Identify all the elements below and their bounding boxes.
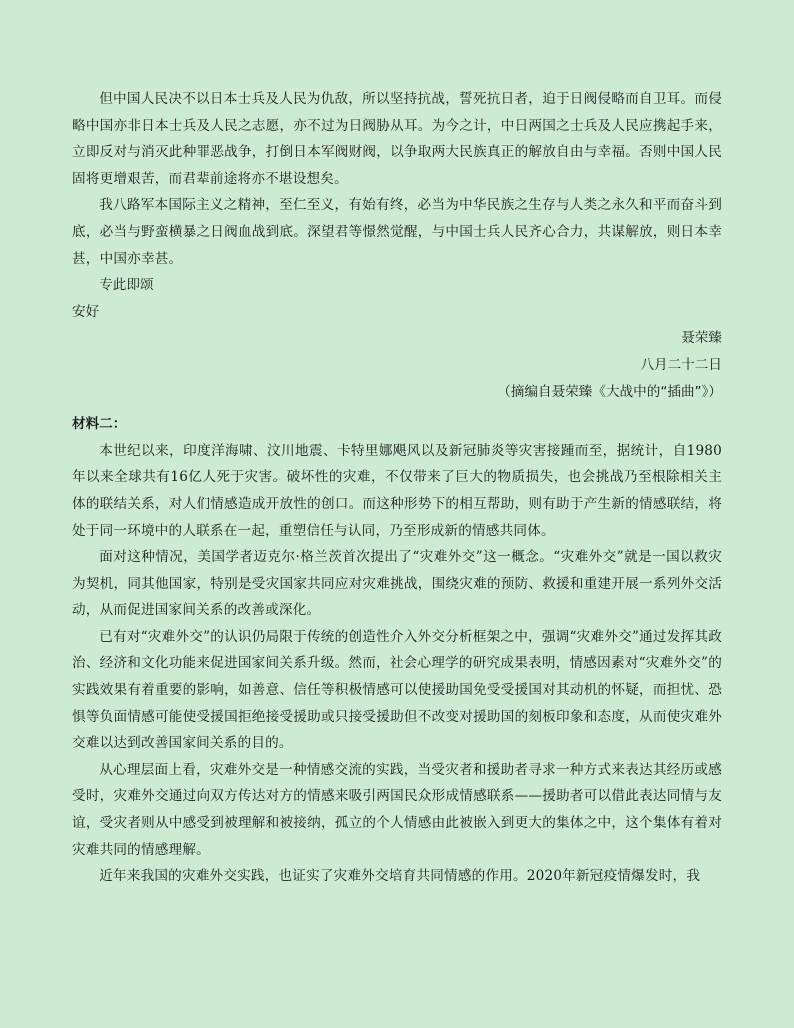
letter-paragraph-2: 我八路军本国际主义之精神，至仁至义，有始有终，必当为中华民族之生存与人类之永久和平而奋斗到底，必当与野蛮横暴之日阀血战到底。深望君等憬然觉醒，与中国士兵人民齐心合力，共谋解放，则日本幸甚，中国亦幸甚。	[72, 197, 722, 267]
letter-source: （摘编自聂荣臻《大战中的“插曲”》）	[497, 383, 722, 400]
document-page	[72, 86, 722, 890]
letter-greeting: 安好	[72, 303, 100, 320]
material2-paragraph-5: 近年来我国的灾难外交实践，也证实了灾难外交培育共同情感的作用。2020年新冠疫情爆发时，我	[99, 868, 701, 885]
material2-heading: 材料二：	[72, 416, 127, 433]
material2-paragraph-1: 本世纪以来，印度洋海啸、汶川地震、卡特里娜飓风以及新冠肺炎等灾害接踵而至，据统计，自1980年以来全球共有16亿人死于灾害。破坏性的灾难，不仅带来了巨大的物质损失，也会挑战乃至根除相关主体的联结关系，对人们情感造成开放性的创口。而这种形势下的相互帮助，则有助于产生新的情感联结，将处于同一环境中的人联系在一起，重塑信任与认同，乃至形成新的情感共同体。	[72, 442, 722, 539]
material2-paragraph-2: 面对这种情况，美国学者迈克尔·格兰茨首次提出了“灾难外交”这一概念。“灾难外交”就是一国以救灾为契机，同其他国家，特别是受灾国家共同应对灾难挑战，围绕灾难的预防、救援和重建开展一系列外交活动，从而促进国家间关系的改善或深化。	[72, 549, 722, 619]
material2-paragraph-4: 从心理层面上看，灾难外交是一种情感交流的实践，当受灾者和援助者寻求一种方式来表达其经历或感受时，灾难外交通过向双方传达对方的情感来吸引两国民众形成情感联系——援助者可以借此表达同情与友谊，受灾者则从中感受到被理解和被接纳，孤立的个人情感由此被嵌入到更大的集体之中，这个集体有着对灾难共同的情感理解。	[72, 761, 722, 858]
letter-signature: 聂荣臻	[681, 330, 722, 347]
letter-paragraph-1: 但中国人民决不以日本士兵及人民为仇敌，所以坚持抗战，誓死抗日者，迫于日阀侵略而自卫耳。而侵略中国亦非日本士兵及人民之志愿，亦不过为日阀胁从耳。为今之计，中日两国之士兵及人民应携起手来，立即反对与消灭此种罪恶战争，打倒日本军阀财阀，以争取两大民族真正的解放自由与幸福。否则中国人民固将更增艰苦，而君辈前途将亦不堪设想矣。	[72, 91, 722, 187]
material2-paragraph-3: 已有对“灾难外交”的认识仍局限于传统的创造性介入外交分析框架之中，强调“灾难外交”通过发挥其政治、经济和文化功能来促进国家间关系升级。然而，社会心理学的研究成果表明，情感因素对“灾难外交”的实践效果有着重要的影响，如善意、信任等积极情感可以使援助国免受受援国对其动机的怀疑，而担忧、恐惧等负面情感可能使受援国拒绝接受援助或只接受援助但不改变对援助国的刻板印象和态度，从而使灾难外交难以达到改善国家间关系的目的。	[72, 628, 722, 752]
letter-date: 八月二十二日	[640, 356, 722, 373]
letter-closing: 专此即颂	[99, 277, 154, 294]
